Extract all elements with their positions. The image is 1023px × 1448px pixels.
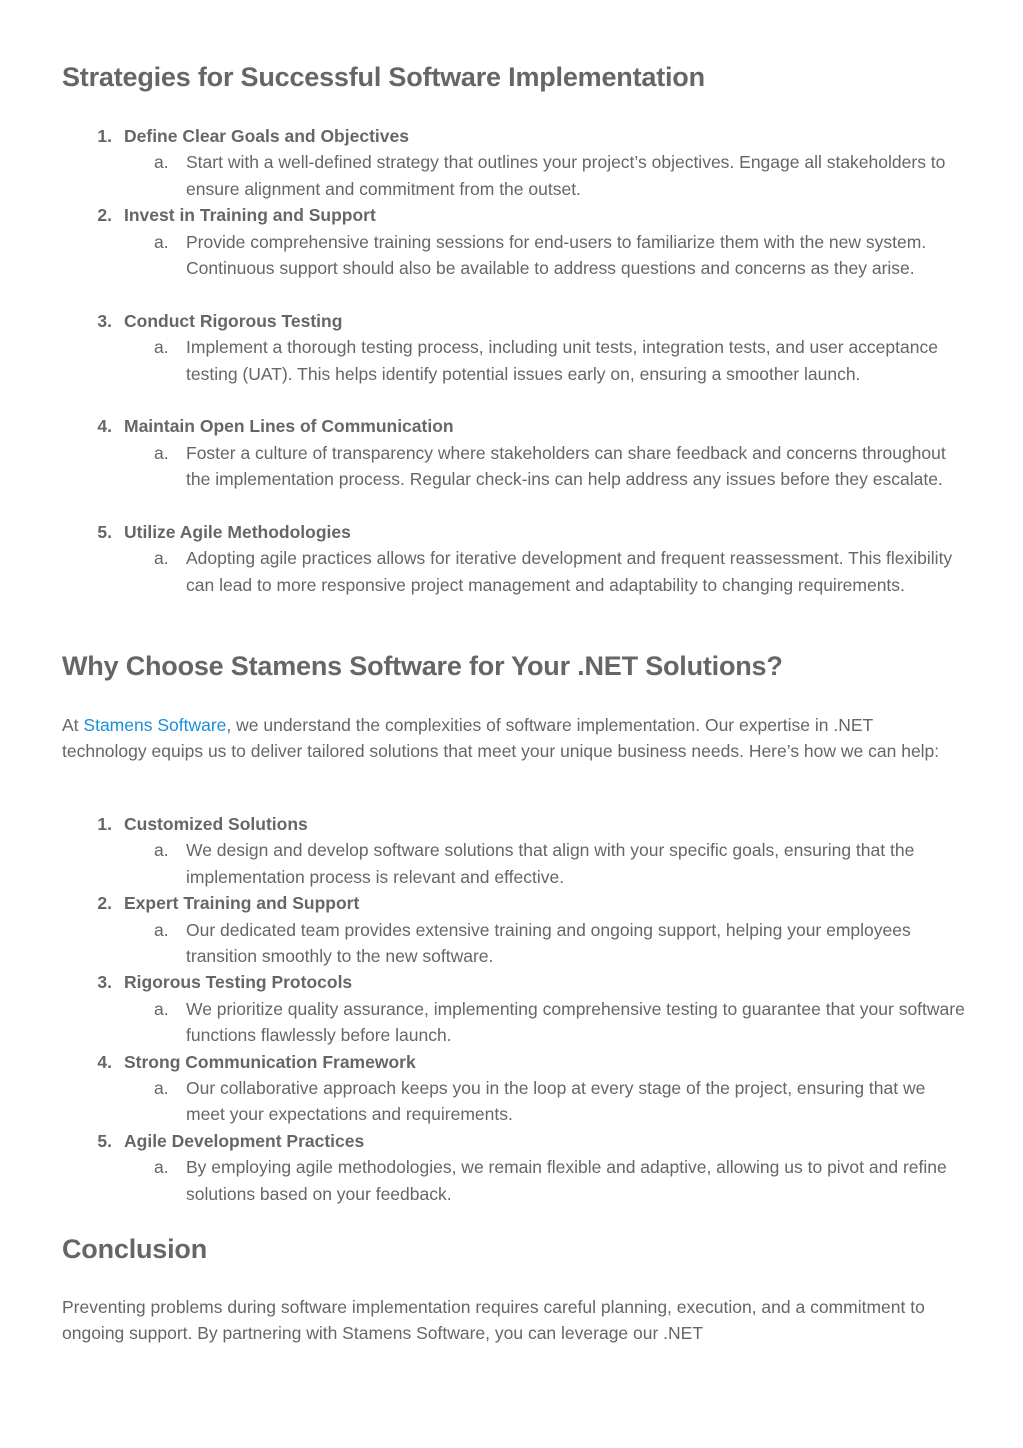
list-number: 5. [97,1130,112,1151]
sub-list-marker: a. [154,152,169,173]
sub-list-text: Implement a thorough testing process, including unit tests, integration tests, and user acceptance testing (UAT). This helps identify potential issues early on, ensuring a smoother launch. [186,337,938,384]
list-number: 3. [97,310,112,331]
list-item-title: Define Clear Goals and Objectives [124,126,409,146]
sub-list-text: We prioritize quality assurance, implementing comprehensive testing to guarantee that your software functions flawlessly before launch. [186,998,965,1046]
sub-list-text: Provide comprehensive training sessions for end-users to familiarize them with the new system. Continuous support should also be available to address questions and concerns as they arise. [186,231,927,278]
section-heading-strategies: Strategies for Successful Software Implementation [62,62,705,92]
sub-list-text: Our collaborative approach keeps you in the loop at every stage of the project, ensuring that we meet your expectations and requirements. [186,1078,926,1125]
list-number: 5. [97,522,112,542]
intro-paragraph [62,712,962,765]
intro-suffix: , we understand the complexities of software implementation. Our expertise in .NET technology equips us to deliver tailored solutions that meet your unique business needs. Here’s how we can help: [62,715,940,762]
sub-list-text: By employing agile methodologies, we remain flexible and adaptive, allowing us to pivot and refine solutions based on your feedback. [186,1157,947,1204]
list-item-title: Agile Development Practices [124,1130,365,1151]
sub-list-marker: a. [154,1078,169,1098]
sub-list-marker: a. [154,919,169,940]
sub-list-marker: a. [154,998,169,1019]
intro-prefix: At [62,715,84,735]
sub-list-text: Foster a culture of transparency where stakeholders can share feedback and concerns throughout the implementation process. Regular check-ins can help address any issues before they escalate. [186,442,946,490]
list-number: 4. [97,416,112,437]
list-number: 1. [97,814,112,834]
list-item-title: Invest in Training and Support [124,205,376,226]
list-number: 2. [97,893,112,914]
list-number: 3. [97,972,112,993]
list-number: 4. [97,1051,112,1072]
sub-list-marker: a. [154,1157,169,1178]
list-item-title: Expert Training and Support [124,893,360,914]
list-item-title: Conduct Rigorous Testing [124,310,343,331]
list-item-title: Utilize Agile Methodologies [124,522,351,542]
section-heading-why-choose: Why Choose Stamens Software for Your .NET Solutions? [62,651,783,681]
sub-list-text: Our dedicated team provides extensive training and ongoing support, helping your employees transition smoothly to the new software. [186,919,911,966]
sub-list-marker: a. [154,231,169,252]
list-item-title: Customized Solutions [124,814,308,834]
sub-list-marker: a. [154,337,169,358]
section-heading-conclusion: Conclusion [62,1234,207,1264]
list-item-title: Maintain Open Lines of Communication [124,416,454,437]
sub-list-marker: a. [154,840,169,861]
sub-list-text: We design and develop software solutions that align with your specific goals, ensuring that the implementation process is relevant and effective. [186,840,915,887]
sub-list-text: Adopting agile practices allows for iterative development and frequent reassessment. This flexibility can lead to more responsive project management and adaptability to changing requirements. [186,548,953,595]
list-number: 2. [97,205,112,226]
stamens-software-link[interactable]: Stamens Software [83,715,227,735]
list-item-title: Rigorous Testing Protocols [124,972,353,993]
sub-list-marker: a. [154,548,169,569]
list-number: 1. [97,126,112,146]
sub-list-text: Start with a well-defined strategy that outlines your project’s objectives. Engage all stakeholders to ensure alignment and commitment from the outset. [186,152,946,199]
conclusion-paragraph: Preventing problems during software implementation requires careful planning, execution, and a commitment to ongoing support. By partnering with Stamens Software, you can leverage our .NET [62,1297,925,1344]
list-item-title: Strong Communication Framework [124,1051,416,1072]
sub-list-marker: a. [154,442,169,463]
